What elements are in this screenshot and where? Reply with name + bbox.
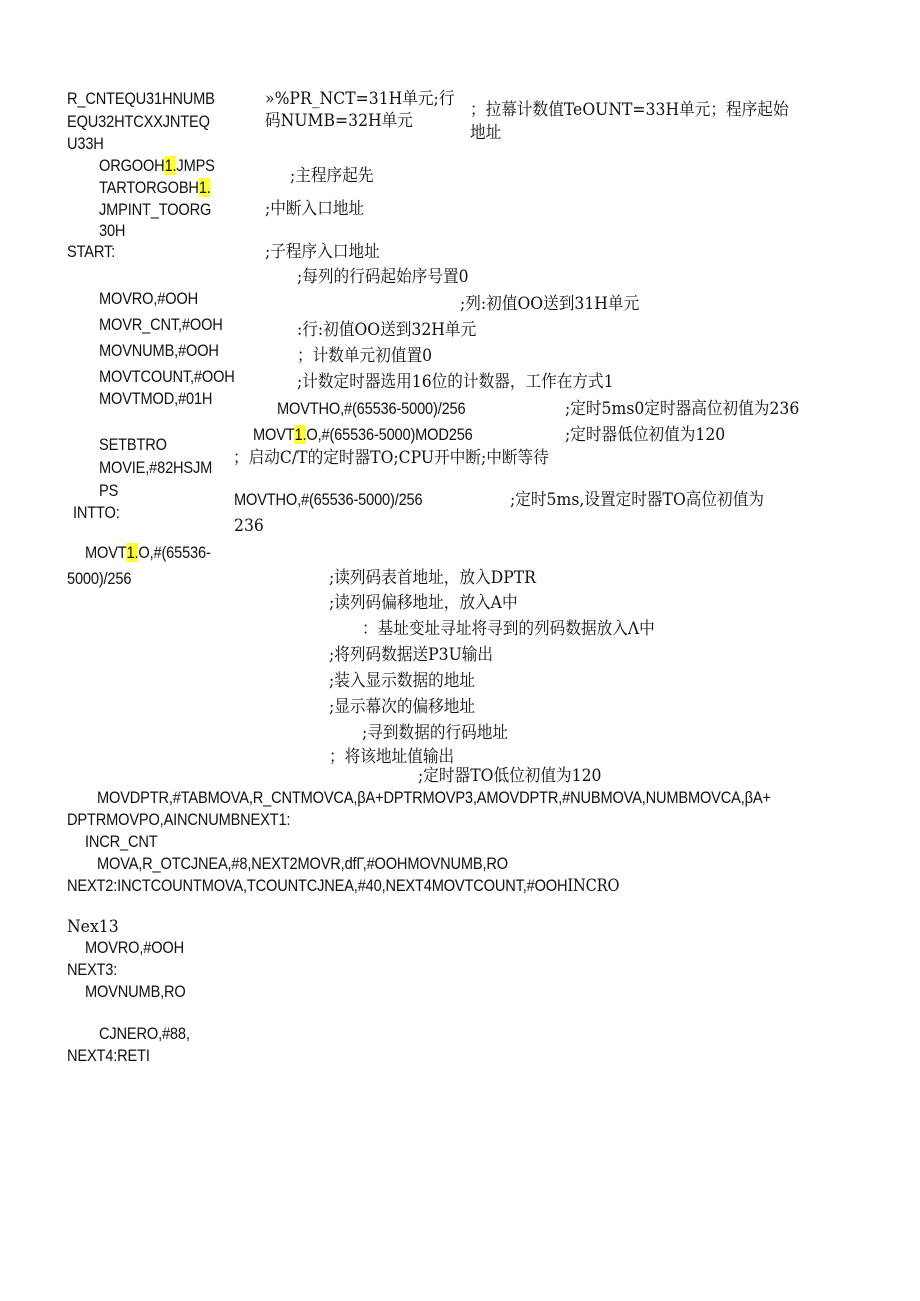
code-line: MOVTHO,#(65536-5000)/256	[234, 490, 423, 509]
code-line: MOVDPTR,#TABMOVA,R_CNTMOVCA,βA+DPTRMOVP3,AMOVDPTR,#NUBMOVA,NUMBMOVCA,βA+	[97, 788, 771, 807]
comment-line: ;读列码偏移地址，放入A中	[329, 593, 518, 613]
comment-line: 地址	[470, 123, 502, 143]
code-line	[67, 875, 619, 897]
code-text: O,#(65536-5000)MOD256	[306, 425, 473, 444]
code-line: MOVRO,#OOH	[99, 289, 199, 308]
code-line: JMPINT_TOORG	[99, 200, 212, 219]
code-line: MOVA,R_OTCJNEA,#8,NEXT2MOVR,dfΓ,#OOHMOVNUMB,RO	[97, 854, 508, 873]
code-line: MOVIE,#82HSJM	[99, 458, 213, 477]
comment-line: ；拉幕计数值TeOUNT=33H单元；程序起始	[470, 100, 789, 120]
code-text: MOVT	[253, 425, 295, 444]
code-line	[253, 424, 473, 446]
code-line: MOVR_CNT,#OOH	[99, 315, 223, 334]
comment-line: ;寻到数据的行码地址	[362, 723, 509, 743]
comment-line: ；计数单元初值置0	[297, 346, 433, 366]
code-text: TARTORGOBH	[99, 178, 199, 197]
comment-line: ;读列码表首地址，放入DPTR	[329, 568, 536, 588]
comment-line: 码NUMB=32H单元	[265, 111, 413, 131]
code-line	[85, 542, 211, 564]
code-line: NEXT3:	[67, 960, 118, 979]
code-line: SETBTRO	[99, 435, 167, 454]
code-line: CJNERO,#88,	[99, 1024, 190, 1043]
comment-line: ;定时器TO低位初值为120	[418, 766, 602, 786]
code-line: MOVTHO,#(65536-5000)/256	[277, 399, 466, 418]
highlight-mark: 1.	[126, 543, 139, 562]
code-line: MOVNUMB,RO	[85, 982, 186, 1001]
code-line: START:	[67, 242, 115, 261]
code-line: R_CNTEQU31HNUMB	[67, 89, 215, 108]
comment-line: »%PR_NCT=31H单元;行	[265, 89, 455, 109]
comment-line: ;定时5ms0定时器高位初值为236	[565, 399, 800, 419]
code-line: MOVRO,#OOH	[85, 938, 185, 957]
comment-line: ;列:初值OO送到31H单元	[460, 294, 640, 314]
comment-line: ；启动C/T的定时器TO;CPU开中断;中断等待	[233, 448, 549, 468]
code-text: O,#(65536-	[138, 543, 211, 562]
code-text: MOVT	[85, 543, 127, 562]
code-line: INCR_CNT	[85, 832, 158, 851]
code-line: U33H	[67, 134, 104, 153]
code-line	[99, 177, 211, 199]
code-line: MOVTCOUNT,#OOH	[99, 367, 235, 386]
code-text: ORGOOH	[99, 156, 165, 175]
comment-line: ;定时5ms,设置定时器TO高位初值为	[510, 490, 764, 510]
code-text: INCRO	[567, 876, 620, 896]
label-line: Nex13	[67, 917, 119, 937]
comment-line: ;主程序起先	[290, 166, 374, 186]
highlight-mark: 1.	[294, 425, 307, 444]
code-line: NEXT4:RETI	[67, 1046, 150, 1065]
comment-line: ;将列码数据送P3U输出	[329, 645, 494, 665]
comment-line: ;子程序入口地址	[265, 242, 380, 262]
comment-line: ;中断入口地址	[265, 199, 365, 219]
code-text: JMPS	[176, 156, 215, 175]
code-text: NEXT2:INCTCOUNTMOVA,TCOUNTCJNEA,#40,NEXT4MOVTCOUNT,#OOH	[67, 876, 568, 895]
code-line: MOVNUMB,#OOH	[99, 341, 219, 360]
comment-line: 236	[234, 516, 264, 536]
code-line	[99, 155, 215, 177]
code-line: INTTO:	[73, 503, 120, 522]
code-line: 5000)/256	[67, 569, 132, 588]
comment-line: ;每列的行码起始序号置0	[297, 267, 469, 287]
code-line: EQU32HTCXXJNTEQ	[67, 112, 210, 131]
comment-line: :行:初值OO送到32H单元	[297, 320, 477, 340]
comment-line: ;装入显示数据的地址	[329, 671, 476, 691]
comment-line: ：基址变址寻址将寻到的列码数据放入Λ中	[362, 619, 655, 639]
code-line: 30H	[99, 221, 126, 240]
comment-line: ;定时器低位初值为120	[565, 425, 726, 445]
highlight-mark: 1.	[198, 178, 211, 197]
comment-line-cut: ；将该地址值输出	[329, 747, 455, 767]
code-line: DPTRMOVPO,AINCNUMBNEXT1:	[67, 810, 291, 829]
code-line-cut: MOVTMOD,#01H	[99, 389, 213, 408]
comment-line: ;计数定时器选用16位的计数器，工作在方式1	[297, 372, 614, 392]
highlight-mark: 1.	[164, 156, 177, 175]
comment-line: ;显示幕次的偏移地址	[329, 697, 476, 717]
code-line: PS	[99, 481, 119, 500]
